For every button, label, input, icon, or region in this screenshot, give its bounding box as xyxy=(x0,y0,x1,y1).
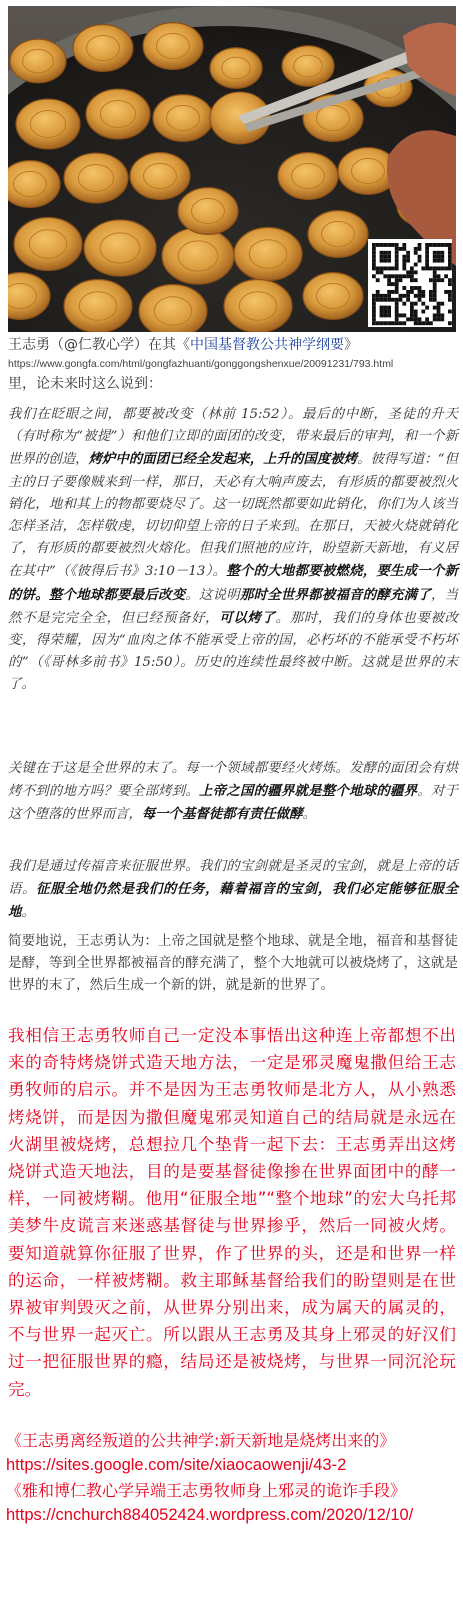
qr-module xyxy=(425,243,429,247)
qr-module xyxy=(440,243,444,247)
qr-module xyxy=(399,321,403,325)
qr-module xyxy=(418,290,422,294)
quote1-run-8: 。那时，我们的身体也要被改变，得荣耀，因为“血肉之体不能承受上帝的国，必朽坏的不能承受不朽坏的”（《哥林多前书》15:50）。历史的连续性最终被中断。这就是世界的末了。 xyxy=(8,610,459,693)
pancake-shape xyxy=(278,153,338,200)
qr-module xyxy=(399,298,403,302)
qr-module xyxy=(391,266,395,270)
qr-module xyxy=(418,286,422,290)
qr-module xyxy=(372,274,376,278)
qr-module xyxy=(383,255,387,259)
qr-module xyxy=(395,247,399,251)
qr-module xyxy=(418,294,422,298)
qr-module xyxy=(383,259,387,263)
pancake-shape xyxy=(73,25,133,72)
qr-module xyxy=(433,294,437,298)
qr-module xyxy=(448,251,452,255)
quote1-run-5: 那时全世界都被福音的酵充满了 xyxy=(239,586,431,603)
qr-module xyxy=(421,290,425,294)
qr-module xyxy=(391,321,395,325)
qr-module xyxy=(410,306,414,310)
qr-module xyxy=(395,259,399,263)
qr-module xyxy=(410,290,414,294)
pancake-shape xyxy=(234,227,302,280)
qr-module xyxy=(372,255,376,259)
pancake-shape xyxy=(10,39,66,83)
qr-module xyxy=(414,310,418,314)
qr-module xyxy=(399,247,403,251)
qr-module xyxy=(372,317,376,321)
pancake-shape xyxy=(224,279,292,332)
qr-module xyxy=(376,321,380,325)
pancake-shape xyxy=(14,217,82,270)
qr-module xyxy=(414,251,418,255)
qr-module xyxy=(380,294,384,298)
qr-module xyxy=(376,294,380,298)
qr-module xyxy=(437,259,441,263)
qr-module xyxy=(380,270,384,274)
qr-module xyxy=(410,274,414,278)
qr-module xyxy=(372,266,376,270)
quote1-run-3: 整个的大地都要被燃烧，要生成一个新的饼。整个地球都要最后改变 xyxy=(8,563,458,603)
qr-module xyxy=(387,294,391,298)
qr-module xyxy=(440,317,444,321)
qr-module xyxy=(376,290,380,294)
qr-module xyxy=(425,317,429,321)
qr-module xyxy=(395,298,399,302)
qr-module xyxy=(406,317,410,321)
qr-module xyxy=(383,243,387,247)
qr-module xyxy=(418,259,422,263)
pancake-shape xyxy=(162,228,234,284)
pancake-shape xyxy=(143,23,203,70)
qr-module xyxy=(372,243,376,247)
reference-title-1: 《王志勇离经叛道的公共神学:新天新地是烧烤出来的》 xyxy=(6,1431,396,1450)
qr-module xyxy=(433,274,437,278)
qr-module xyxy=(425,259,429,263)
qr-module xyxy=(402,274,406,278)
qr-module xyxy=(448,255,452,259)
quote1-run-1: 烤炉中的面团已经全发起来，上升的国度被烤 xyxy=(88,451,358,468)
qr-module xyxy=(410,270,414,274)
qr-module xyxy=(410,266,414,270)
qr-module xyxy=(387,282,391,286)
qr-module xyxy=(414,270,418,274)
qr-module xyxy=(372,302,376,306)
qr-module xyxy=(418,321,422,325)
qr-module xyxy=(418,298,422,302)
qr-module xyxy=(387,290,391,294)
qr-module xyxy=(410,313,414,317)
qr-module xyxy=(437,266,441,270)
qr-module xyxy=(391,290,395,294)
qr-module xyxy=(402,266,406,270)
qr-module xyxy=(387,251,391,255)
qr-module xyxy=(380,243,384,247)
qr-module xyxy=(414,321,418,325)
qr-module xyxy=(425,255,429,259)
qr-module xyxy=(421,302,425,306)
qr-module xyxy=(406,255,410,259)
quote-paragraph-3 xyxy=(8,856,458,925)
references xyxy=(6,1428,458,1528)
qr-module xyxy=(395,274,399,278)
author-text: 王志勇（@仁教心学）在其《 xyxy=(8,337,190,353)
quote1-run-0: 我们在眨眼之间，都要被改变（林前 15:52）。最后的中断，圣徒的升天（有时称为“被提”）和他们立即的面团的改变，带来最后的审判，和一个新世界的创造， xyxy=(8,407,458,468)
qr-module xyxy=(425,321,429,325)
qr-module xyxy=(406,259,410,263)
qr-module xyxy=(410,310,414,314)
qr-module xyxy=(395,302,399,306)
qr-module xyxy=(429,290,433,294)
qr-module xyxy=(406,274,410,278)
qr-module xyxy=(387,310,391,314)
qr-module xyxy=(410,317,414,321)
qr-code-icon xyxy=(368,239,452,327)
qr-module xyxy=(402,302,406,306)
qr-module xyxy=(418,317,422,321)
qr-module xyxy=(448,298,452,302)
qr-module xyxy=(418,247,422,251)
qr-module xyxy=(399,294,403,298)
pancake-shape xyxy=(130,153,190,200)
qr-module xyxy=(414,286,418,290)
qr-module xyxy=(387,255,391,259)
quote2-run-4: 。 xyxy=(302,807,316,823)
qr-module xyxy=(383,274,387,278)
reference-url-1[interactable]: https://sites.google.com/site/xiaocaowenji/43-2 xyxy=(6,1456,347,1474)
qr-module xyxy=(395,306,399,310)
intro-author-line xyxy=(8,334,458,356)
qr-module xyxy=(402,255,406,259)
qr-module xyxy=(425,251,429,255)
qr-module xyxy=(372,251,376,255)
qr-module xyxy=(387,266,391,270)
qr-module xyxy=(425,306,429,310)
qr-module xyxy=(425,263,429,267)
qr-module xyxy=(418,255,422,259)
qr-module xyxy=(380,306,384,310)
qr-module xyxy=(406,298,410,302)
qr-module xyxy=(440,266,444,270)
qr-module xyxy=(376,298,380,302)
qr-module xyxy=(387,278,391,282)
qr-module xyxy=(383,251,387,255)
pancake-shape xyxy=(308,211,368,258)
qr-module xyxy=(406,290,410,294)
qr-module xyxy=(402,263,406,267)
qr-module xyxy=(425,266,429,270)
qr-module xyxy=(448,247,452,251)
qr-module xyxy=(402,247,406,251)
qr-module xyxy=(448,294,452,298)
qr-module xyxy=(433,317,437,321)
qr-module xyxy=(399,278,403,282)
qr-module xyxy=(440,259,444,263)
qr-module xyxy=(410,286,414,290)
qr-module xyxy=(391,274,395,278)
pancake-shape xyxy=(8,161,60,208)
qr-module xyxy=(433,278,437,282)
qr-module xyxy=(437,306,441,310)
qr-module xyxy=(387,243,391,247)
qr-module xyxy=(383,298,387,302)
qr-module xyxy=(376,270,380,274)
intro-after-url: 里，论未来时这么说到： xyxy=(8,376,162,392)
qr-module xyxy=(421,321,425,325)
qr-module xyxy=(383,310,387,314)
qr-module xyxy=(402,321,406,325)
qr-module xyxy=(429,294,433,298)
qr-module xyxy=(414,294,418,298)
qr-module xyxy=(383,294,387,298)
quote2-run-3: 每一个基督徒都有责任做酵 xyxy=(141,806,303,823)
qr-module xyxy=(437,313,441,317)
qr-module xyxy=(376,278,380,282)
qr-module xyxy=(395,278,399,282)
qr-module xyxy=(402,259,406,263)
commentary-paragraph: 我相信王志勇牧师自己一定没本事悟出这种连上帝都想不出来的奇特烤烧饼式造天地方法，一定是邪灵魔鬼撒但给王志勇牧师的启示。并不是因为王志勇牧师是北方人，从小熟悉烤烧饼，而是因为撒但魔鬼邪灵知道自己的结局就是永远在火湖里被烧烤，总想拉几个垫背一起下去：王志勇弄出这烤烧饼式造天地法，目的是要基督徒像掺在世界面团中的酵一样，一同被烤糊。他用“征服全地”“整个地球”的宏大乌托邦美梦牛皮谎言来迷惑基督徒与世界掺乎，然后一同被火烤。要知道就算你征服了世界，作了世界的头，还是和世界一样的运命，一样被烤糊。救主耶稣基督给我们的盼望则是在世界被审判毁灭之前，从世界分别出来，成为属天的属灵的，不与世界一起灭亡。所以跟从王志勇及其身上邪灵的好汉们过一把征服世界的瘾，结局还是被烧烤，与世界一同沉沦玩完。 xyxy=(8,1026,456,1399)
pancake-shape xyxy=(210,48,262,89)
quote3-run-0: 我们是通过传福音来征服世界。我们的宝剑就是圣灵的宝剑，就是上帝的话语。 xyxy=(8,859,458,898)
qr-module xyxy=(372,310,376,314)
qr-module xyxy=(380,298,384,302)
quote2-run-2: 。对于这个堕落的世界而言， xyxy=(8,784,459,823)
quote1-run-4: 。这说明 xyxy=(185,587,240,603)
qr-module xyxy=(433,243,437,247)
pancake-shape xyxy=(64,153,128,203)
pancake-shape xyxy=(86,89,150,139)
qr-module xyxy=(437,274,441,278)
qr-module xyxy=(448,259,452,263)
qr-module xyxy=(406,294,410,298)
qr-module xyxy=(383,313,387,317)
griddle-scallion-pancakes-photo-icon xyxy=(8,6,456,332)
qr-module xyxy=(440,302,444,306)
qr-module xyxy=(448,310,452,314)
qr-module xyxy=(437,255,441,259)
qr-module xyxy=(395,317,399,321)
qr-module xyxy=(395,286,399,290)
qr-module xyxy=(433,286,437,290)
quote1-run-7: 可以烤了 xyxy=(219,609,276,626)
pancake-shape xyxy=(178,188,238,235)
qr-module xyxy=(372,259,376,263)
pancake-shape xyxy=(153,95,213,142)
qr-module xyxy=(437,302,441,306)
qr-module xyxy=(440,251,444,255)
qr-module xyxy=(372,306,376,310)
qr-module xyxy=(440,278,444,282)
qr-module xyxy=(402,243,406,247)
summary-paragraph: 简要地说，王志勇认为：上帝之国就是整个地球、就是全地，福音和基督徒是酵，等到全世界都被福音的酵充满了，整个大地就可以被烧烤了，这就是世界的末了，然后生成一个新的饼，就是新的世界了。 xyxy=(8,933,458,994)
qr-module xyxy=(444,290,448,294)
qr-module xyxy=(414,263,418,267)
qr-module xyxy=(402,313,406,317)
qr-module xyxy=(437,310,441,314)
qr-module xyxy=(414,317,418,321)
quote3-run-2: 。 xyxy=(21,905,35,921)
qr-module xyxy=(444,266,448,270)
qr-module xyxy=(437,251,441,255)
qr-module xyxy=(387,321,391,325)
qr-module xyxy=(387,313,391,317)
qr-module xyxy=(402,286,406,290)
qr-module xyxy=(380,313,384,317)
qr-module xyxy=(395,321,399,325)
qr-module xyxy=(395,266,399,270)
qr-module xyxy=(406,270,410,274)
qr-module xyxy=(402,294,406,298)
quote1-run-2: 。彼得写道：“但主的日子要像贼来到一样，那日，天必有大响声废去，有形质的都要被烈火销化，地和其上的物都要烧尽了。这一切既然都要如此销化，你们为人该当怎样圣洁，怎样敬虔，切切仰望上帝的日子来到。在那日，天被火烧就销化了，有形质的都要被烈火熔化。但我们照祂的应许，盼望新天新地，有义居在其中”（《彼得后书》3:10－13）。 xyxy=(8,452,459,580)
pancake-shape xyxy=(84,220,156,276)
qr-module xyxy=(433,306,437,310)
qr-module xyxy=(395,251,399,255)
qr-module xyxy=(387,306,391,310)
qr-module xyxy=(383,321,387,325)
qr-module xyxy=(433,313,437,317)
quote-paragraph-2 xyxy=(8,758,458,827)
qr-module xyxy=(380,310,384,314)
qr-module xyxy=(395,255,399,259)
qr-module xyxy=(444,274,448,278)
qr-module xyxy=(372,263,376,267)
qr-module xyxy=(387,274,391,278)
qr-module xyxy=(395,243,399,247)
quote-paragraph-1 xyxy=(8,404,458,697)
qr-module xyxy=(433,266,437,270)
qr-module xyxy=(380,321,384,325)
qr-module xyxy=(380,255,384,259)
qr-module xyxy=(372,294,376,298)
qr-module xyxy=(433,282,437,286)
qr-module xyxy=(448,266,452,270)
qr-module xyxy=(376,266,380,270)
intro xyxy=(8,334,458,395)
qr-module xyxy=(414,302,418,306)
qr-module xyxy=(410,302,414,306)
qr-module xyxy=(421,310,425,314)
qr-module xyxy=(387,259,391,263)
qr-module xyxy=(395,263,399,267)
qr-module xyxy=(429,266,433,270)
qr-module xyxy=(448,282,452,286)
reference-title-2: 《雅和博仁教心学异端王志勇牧师身上邪灵的诡诈手段》 xyxy=(6,1481,407,1500)
qr-module xyxy=(448,278,452,282)
qr-module xyxy=(372,313,376,317)
qr-module xyxy=(406,251,410,255)
qr-module xyxy=(429,298,433,302)
qr-module xyxy=(391,298,395,302)
qr-module xyxy=(399,313,403,317)
qr-module xyxy=(387,298,391,302)
qr-module xyxy=(372,298,376,302)
qr-module xyxy=(380,259,384,263)
qr-module xyxy=(433,298,437,302)
source-url[interactable]: https://www.gongfa.com/html/gongfazhuanti/gonggongshenxue/20091231/793.html xyxy=(8,358,394,370)
qr-module xyxy=(414,313,418,317)
qr-module xyxy=(437,243,441,247)
qr-module xyxy=(383,306,387,310)
qr-module xyxy=(425,247,429,251)
griddle-pancakes-image xyxy=(8,6,456,332)
qr-module xyxy=(433,251,437,255)
qr-module xyxy=(437,317,441,321)
qr-module xyxy=(414,278,418,282)
qr-module xyxy=(383,266,387,270)
qr-module xyxy=(391,243,395,247)
qr-module xyxy=(429,278,433,282)
quote3-run-1: 征服全地仍然是我们的任务，藉着福音的宝剑，我们必定能够征服全地 xyxy=(8,881,459,921)
qr-module xyxy=(440,255,444,259)
book-close: 》 xyxy=(344,337,358,353)
qr-module xyxy=(395,282,399,286)
qr-module xyxy=(429,243,433,247)
qr-module xyxy=(395,310,399,314)
qr-module xyxy=(421,294,425,298)
qr-module xyxy=(437,278,441,282)
qr-module xyxy=(433,259,437,263)
qr-module xyxy=(448,243,452,247)
pancake-shape xyxy=(282,46,334,87)
qr-module xyxy=(414,247,418,251)
quote2-run-0: 关键在于这是全世界的末了。每一个领域都要经火烤炼。发酵的面团会有烘烤不到的地方吗？要全部烤到。 xyxy=(8,761,458,800)
qr-module xyxy=(448,290,452,294)
qr-module xyxy=(448,263,452,267)
qr-module xyxy=(395,290,399,294)
qr-module xyxy=(410,278,414,282)
qr-module xyxy=(418,243,422,247)
pancake-shape xyxy=(16,99,80,149)
qr-module xyxy=(395,313,399,317)
reference-url-2[interactable]: https://cnchurch884052424.wordpress.com/2020/12/10/ xyxy=(6,1506,414,1524)
pancake-shape xyxy=(64,279,132,332)
qr-module xyxy=(391,282,395,286)
qr-module xyxy=(372,321,376,325)
qr-module xyxy=(440,313,444,317)
quote1-run-6: ，当然不是完完全全，但已经预备好， xyxy=(8,587,459,626)
qr-module xyxy=(433,270,437,274)
qr-module xyxy=(433,290,437,294)
qr-module xyxy=(448,321,452,325)
quote2-run-1: 上帝之国的疆界就是整个地球的疆界 xyxy=(199,783,418,800)
qr-module xyxy=(433,255,437,259)
qr-module xyxy=(421,266,425,270)
pancake-shape xyxy=(303,273,363,320)
qr-module xyxy=(444,243,448,247)
qr-module xyxy=(429,321,433,325)
qr-module xyxy=(399,274,403,278)
qr-module xyxy=(372,247,376,251)
qr-module xyxy=(380,251,384,255)
qr-module xyxy=(380,266,384,270)
qr-module xyxy=(376,243,380,247)
book-link[interactable]: 中国基督教公共神学纲要 xyxy=(190,337,344,353)
